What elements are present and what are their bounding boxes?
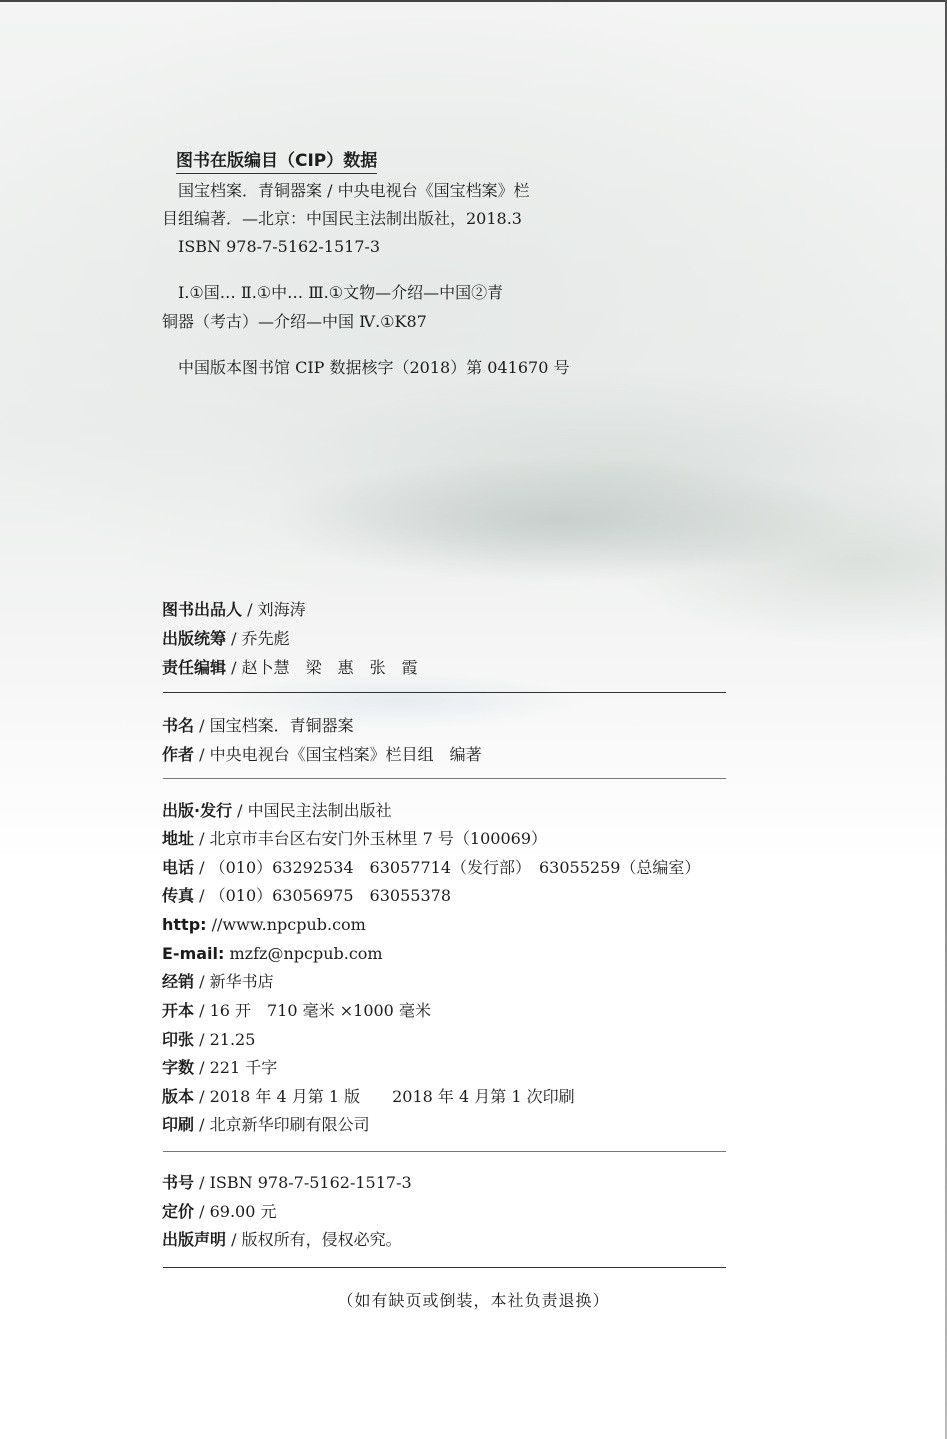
book-title-row: 书名 / 国宝档案．青铜器案 bbox=[162, 716, 354, 735]
price-row bbox=[162, 1172, 412, 1194]
pub-sep: / bbox=[232, 801, 248, 820]
book-label: 书名 bbox=[162, 716, 195, 735]
pub-row bbox=[162, 828, 547, 850]
book-author-row: 作者 / 中央电视台《国宝档案》栏目组 编著 bbox=[162, 745, 482, 764]
price-sep: / bbox=[226, 1230, 242, 1249]
cip-line-2: 目组编著．—北京：中国民主法制出版社，2018.3 bbox=[162, 209, 522, 228]
pub-label: 传真 bbox=[162, 886, 195, 905]
pub-row bbox=[162, 800, 392, 822]
pub-row bbox=[162, 1114, 370, 1136]
pub-value: mzfz@npcpub.com bbox=[229, 944, 383, 963]
credit-label: 责任编辑 bbox=[162, 658, 227, 677]
credit-coordinator: 出版统筹 / 乔先彪 bbox=[162, 629, 290, 648]
book-label: 作者 bbox=[162, 745, 195, 764]
pub-row bbox=[162, 914, 366, 936]
pub-sep: / bbox=[194, 1030, 210, 1049]
pub-value: 2018 年 4 月第 1 版 2018 年 4 月第 1 次印刷 bbox=[209, 1087, 575, 1106]
price-value: 69.00 元 bbox=[209, 1202, 277, 1221]
pub-label: 版本 bbox=[162, 1087, 195, 1106]
pub-label: 电话 bbox=[162, 858, 195, 877]
pub-label: http: bbox=[162, 915, 207, 934]
credit-label: 图书出品人 bbox=[162, 600, 243, 619]
cip-class-line-2: 铜器（考古）—介绍—中国 Ⅳ.①K87 bbox=[162, 312, 427, 331]
pub-row bbox=[162, 1057, 277, 1079]
pub-sep: / bbox=[194, 886, 210, 905]
credit-value: 赵卜慧 梁 惠 张 霞 bbox=[241, 658, 418, 677]
credit-producer: 图书出品人 / 刘海涛 bbox=[162, 600, 306, 619]
pub-label: 地址 bbox=[162, 829, 195, 848]
price-sep: / bbox=[194, 1202, 210, 1221]
pub-label: 开本 bbox=[162, 1001, 195, 1020]
credit-editor: 责任编辑 / 赵卜慧 梁 惠 张 霞 bbox=[162, 658, 418, 677]
price-label: 出版声明 bbox=[162, 1230, 227, 1249]
credit-label: 出版统筹 bbox=[162, 629, 227, 648]
price-value: ISBN 978-7-5162-1517-3 bbox=[209, 1173, 412, 1192]
pub-row bbox=[162, 1029, 255, 1051]
pub-value: 中国民主法制出版社 bbox=[247, 801, 392, 820]
pub-value: //www.npcpub.com bbox=[211, 915, 366, 934]
pub-row bbox=[162, 943, 383, 965]
pub-sep: / bbox=[194, 829, 210, 848]
pub-value: 新华书店 bbox=[209, 972, 274, 991]
pub-label: 印刷 bbox=[162, 1115, 195, 1134]
book-value: 国宝档案．青铜器案 bbox=[209, 716, 354, 735]
pub-label: 出版·发行 bbox=[162, 801, 233, 820]
price-row bbox=[162, 1201, 276, 1223]
price-label: 书号 bbox=[162, 1173, 195, 1192]
pub-value: 221 千字 bbox=[209, 1058, 278, 1077]
pub-sep: / bbox=[194, 1001, 210, 1020]
cip-heading: 图书在版编目（CIP）数据 bbox=[176, 146, 377, 174]
divider bbox=[163, 778, 726, 779]
pub-sep: / bbox=[194, 858, 210, 877]
credit-value: 刘海涛 bbox=[257, 600, 306, 619]
credit-value: 乔先彪 bbox=[241, 629, 290, 648]
cip-class-line-1: Ⅰ.①国… Ⅱ.①中… Ⅲ.①文物—介绍—中国②青 bbox=[178, 283, 504, 302]
pub-row bbox=[162, 885, 451, 907]
cip-line-1: 国宝档案．青铜器案 / 中央电视台《国宝档案》栏 bbox=[178, 181, 530, 200]
pub-label: 经销 bbox=[162, 972, 195, 991]
divider bbox=[163, 1151, 726, 1152]
pub-label: 印张 bbox=[162, 1030, 195, 1049]
price-label: 定价 bbox=[162, 1202, 195, 1221]
pub-value: 21.25 bbox=[209, 1030, 256, 1049]
pub-row bbox=[162, 1086, 575, 1108]
pub-sep: / bbox=[194, 972, 210, 991]
cip-isbn: ISBN 978-7-5162-1517-3 bbox=[178, 237, 381, 256]
cip-record: 中国版本图书馆 CIP 数据核字（2018）第 041670 号 bbox=[178, 358, 570, 377]
divider bbox=[163, 1267, 726, 1268]
price-row bbox=[162, 1229, 402, 1251]
pub-label: 字数 bbox=[162, 1058, 195, 1077]
pub-value: 16 开 710 毫米 ×1000 毫米 bbox=[209, 1001, 431, 1020]
pub-row bbox=[162, 1000, 431, 1022]
pub-label: E-mail: bbox=[162, 944, 225, 963]
price-sep: / bbox=[194, 1173, 210, 1192]
price-value: 版权所有，侵权必究。 bbox=[241, 1230, 402, 1249]
pub-sep: / bbox=[194, 1087, 210, 1106]
pub-sep: / bbox=[194, 1115, 210, 1134]
pub-sep: / bbox=[194, 1058, 210, 1077]
pub-row bbox=[162, 857, 700, 879]
return-notice: （如有缺页或倒装，本社负责退换） bbox=[337, 1291, 610, 1310]
pub-value: 北京市丰台区右安门外玉林里 7 号（100069） bbox=[209, 829, 548, 848]
book-value: 中央电视台《国宝档案》栏目组 编著 bbox=[209, 745, 482, 764]
pub-row bbox=[162, 971, 274, 993]
pub-value: （010）63056975 63055378 bbox=[209, 886, 451, 905]
divider bbox=[163, 692, 726, 693]
pub-value: 北京新华印刷有限公司 bbox=[209, 1115, 370, 1134]
pub-value: （010）63292534 63057714（发行部） 63055259（总编室） bbox=[209, 858, 701, 877]
